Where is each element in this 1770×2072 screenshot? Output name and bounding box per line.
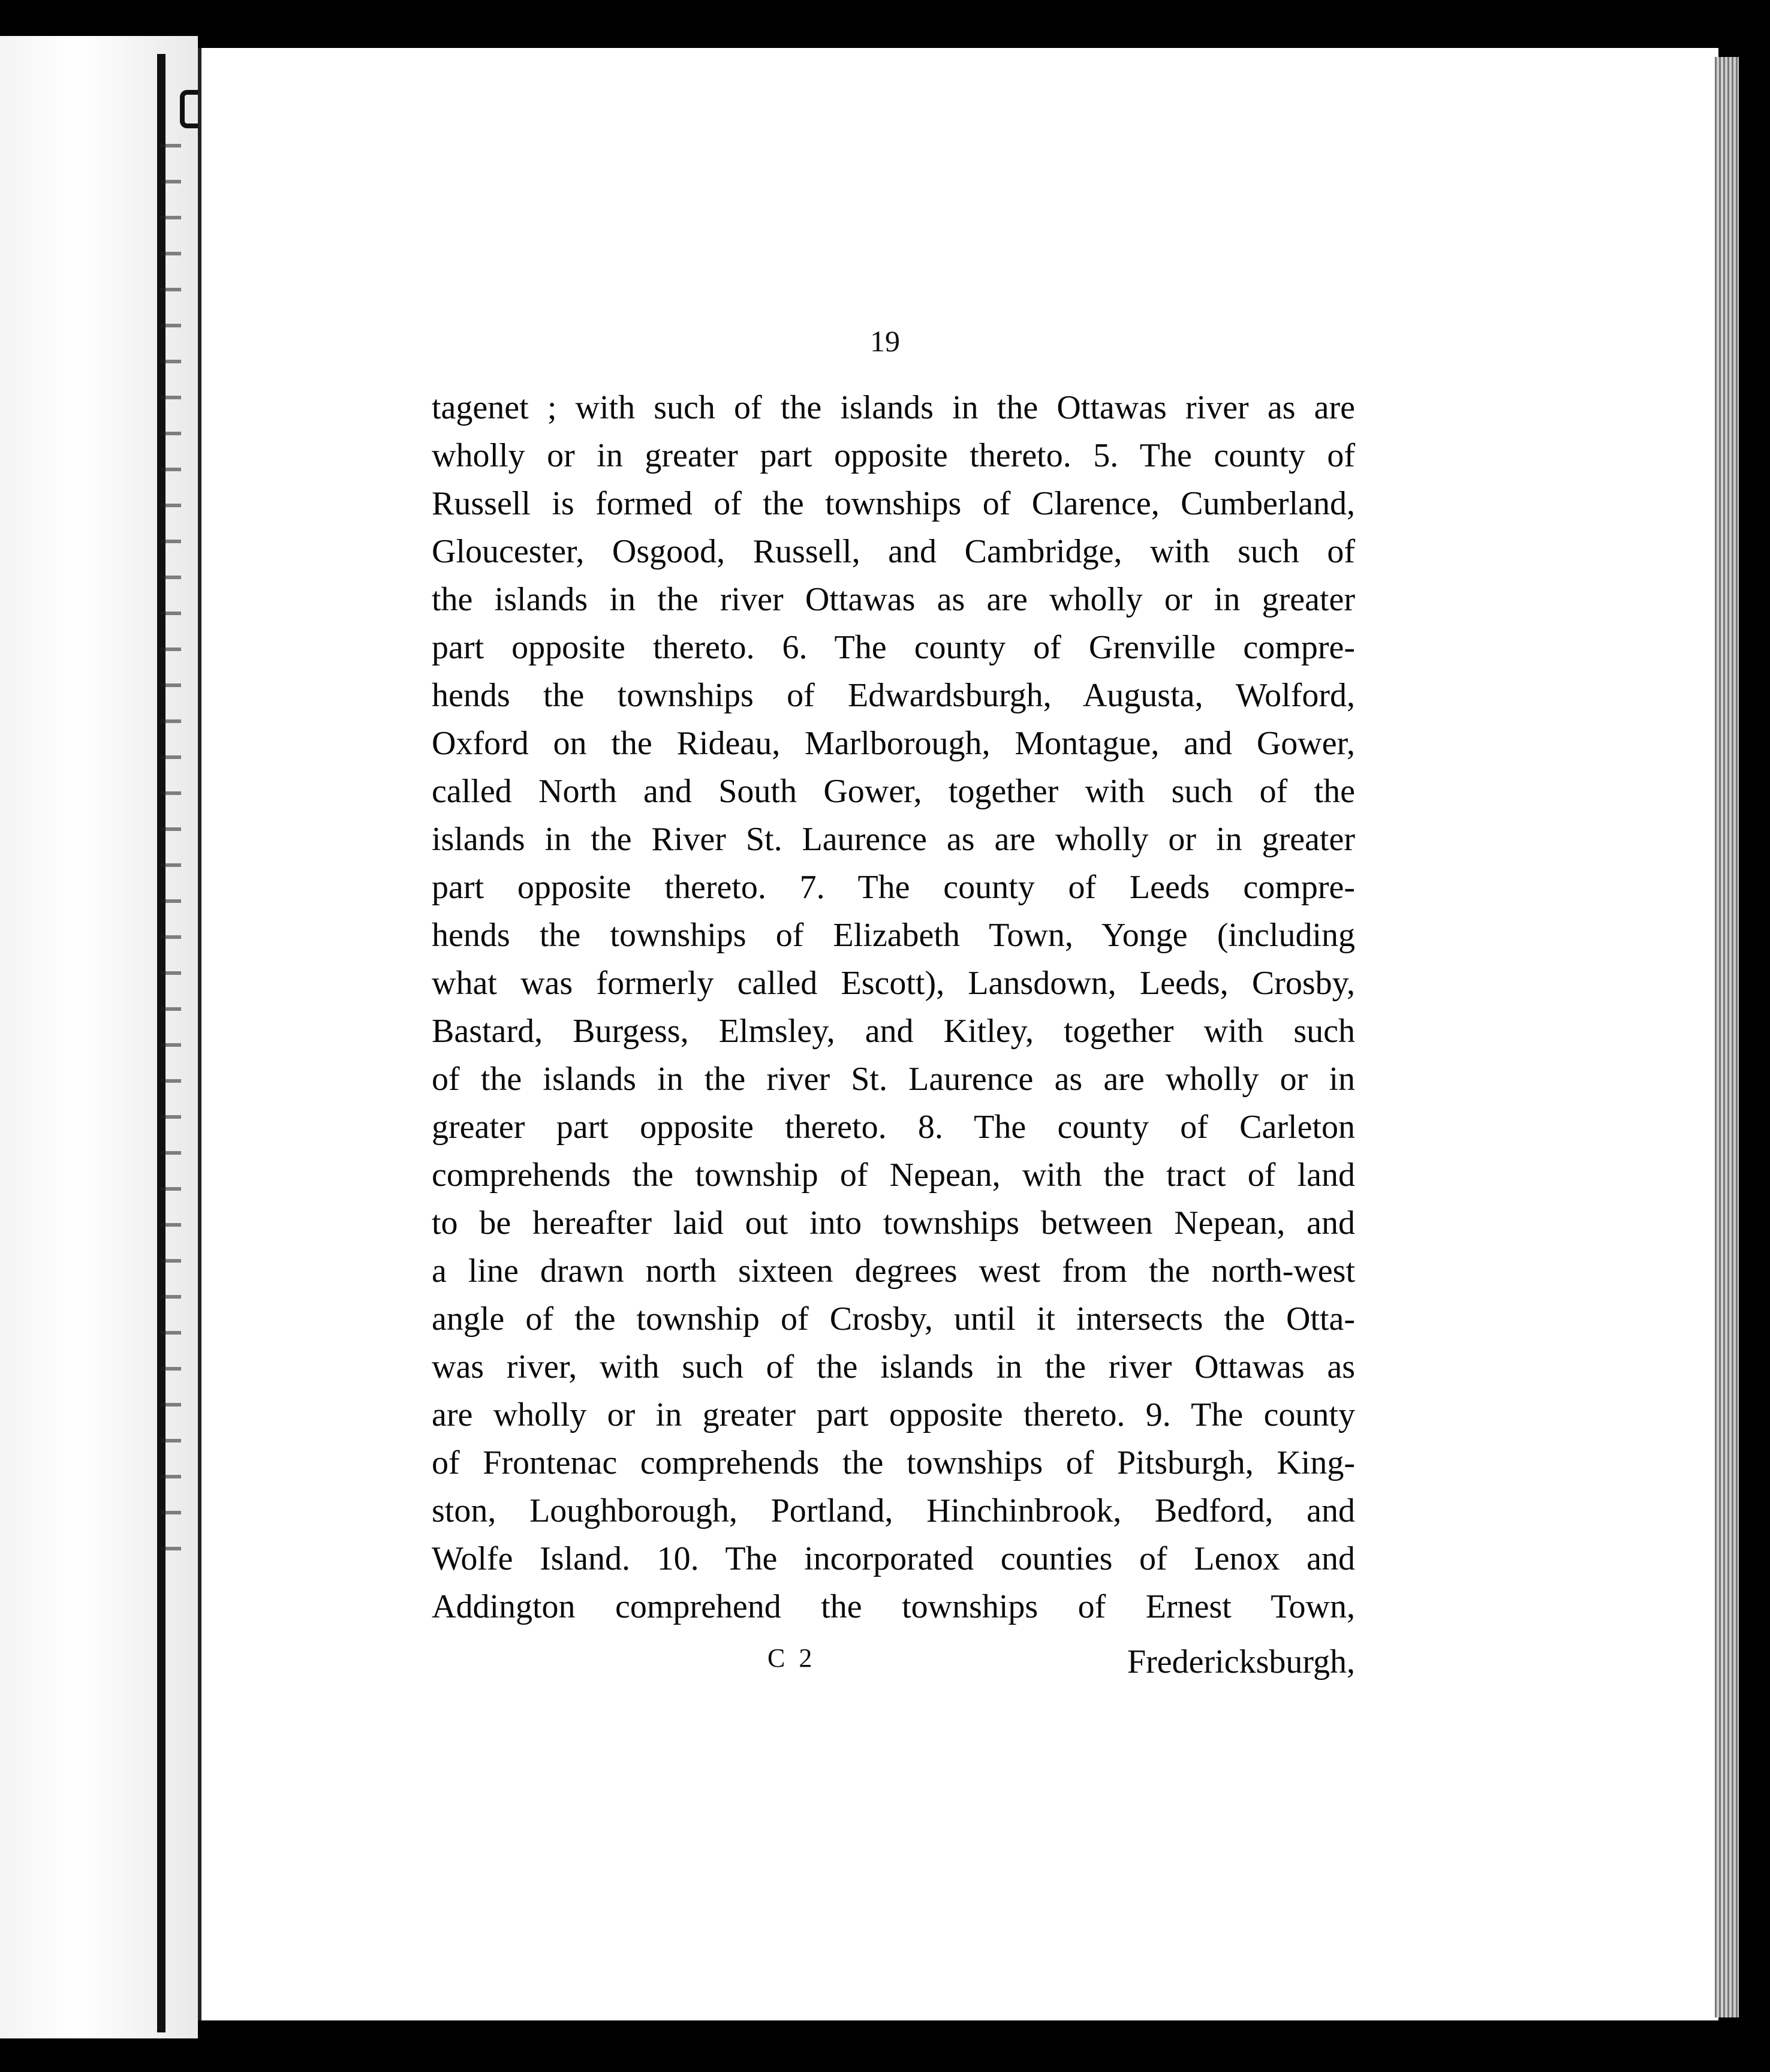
catchword: Fredericksburgh, [1127,1643,1355,1681]
signature-mark: C 2 [767,1643,816,1673]
gutter-shadow [161,144,181,1583]
text-line: are wholly or in greater part opposite thereto. 9. The county [432,1396,1355,1433]
text-line: hends the townships of Edwardsburgh, Augusta, Wolford, [432,677,1355,714]
text-line: Wolfe Island. 10. The incorporated counties of Lenox and [432,1540,1355,1577]
text-line: hends the townships of Elizabeth Town, Yonge (including [432,917,1355,954]
text-line: of Frontenac comprehends the townships of Pitsburgh, King- [432,1444,1355,1481]
text-line: a line drawn north sixteen degrees west from the north-west [432,1252,1355,1290]
text-line: Oxford on the Rideau, Marlborough, Montague, and Gower, [432,725,1355,762]
text-line: the islands in the river Ottawas as are wholly or in greater [432,581,1355,618]
page-footer [432,1643,1355,1691]
text-line: Gloucester, Osgood, Russell, and Cambridge, with such of [432,533,1355,570]
text-line: wholly or in greater part opposite thereto. 5. The county of [432,437,1355,474]
text-line: Addington comprehend the townships of Ernest Town, [432,1588,1355,1625]
body-text [432,384,1355,1631]
text-line: comprehends the township of Nepean, with the tract of land [432,1157,1355,1194]
text-line: part opposite thereto. 6. The county of Grenville compre- [432,629,1355,666]
text-line: part opposite thereto. 7. The county of Leeds compre- [432,869,1355,906]
text-line: was river, with such of the islands in the river Ottawas as [432,1348,1355,1386]
page-number: 19 [870,324,900,358]
text-line: to be hereafter laid out into townships between Nepean, and [432,1204,1355,1242]
text-line: ston, Loughborough, Portland, Hinchinbrook, Bedford, and [432,1492,1355,1529]
text-line: Bastard, Burgess, Elmsley, and Kitley, together with such [432,1013,1355,1050]
binding-mark [180,90,200,128]
text-line: tagenet ; with such of the islands in the Ottawas river as are [432,389,1355,426]
text-line: of the islands in the river St. Laurence as are wholly or in [432,1061,1355,1098]
text-line: Russell is formed of the townships of Clarence, Cumberland, [432,485,1355,522]
text-line: angle of the township of Crosby, until it intersects the Otta- [432,1300,1355,1338]
text-line: greater part opposite thereto. 8. The county of Carleton [432,1109,1355,1146]
text-line: what was formerly called Escott), Lansdown, Leeds, Crosby, [432,965,1355,1002]
text-line: islands in the River St. Laurence as are wholly or in greater [432,821,1355,858]
text-line: called North and South Gower, together with such of the [432,773,1355,810]
